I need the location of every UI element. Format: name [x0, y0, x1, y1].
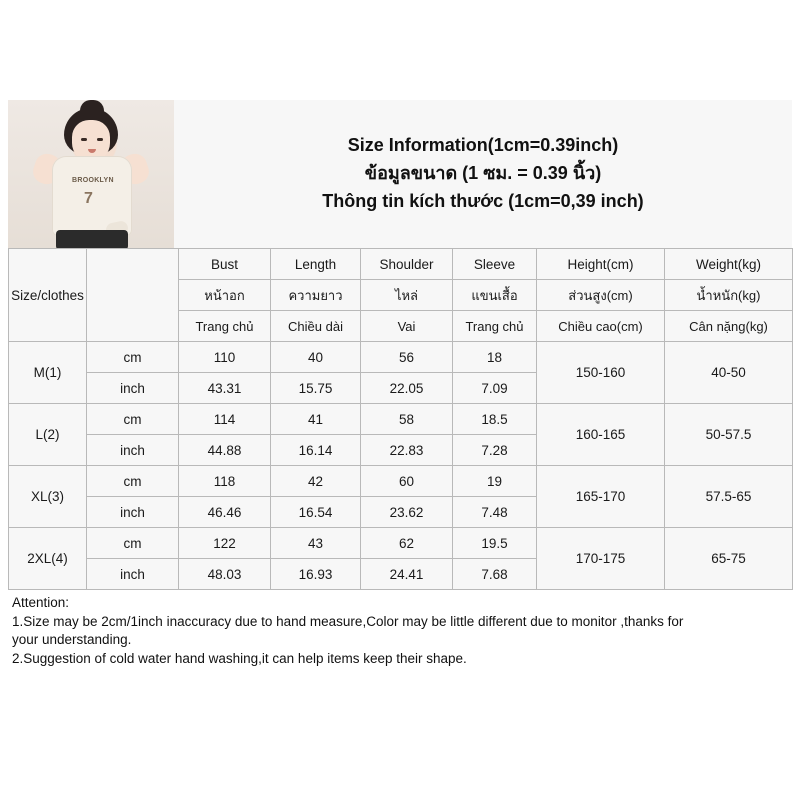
cell-bust-cm: 114: [179, 404, 271, 435]
cell-sleeve-cm: 18.5: [453, 404, 537, 435]
row-unit-cm: cm: [87, 404, 179, 435]
model-eye-right: [97, 138, 103, 141]
header-bust-th: หน้าอก: [179, 280, 271, 311]
row-size-xl: XL(3): [9, 466, 87, 528]
cell-bust-inch: 48.03: [179, 559, 271, 590]
row-unit-inch: inch: [87, 497, 179, 528]
cell-weight: 65-75: [665, 528, 793, 590]
attention-line-2: your understanding.: [12, 632, 132, 647]
attention-title: Attention:: [12, 595, 70, 610]
cell-bust-inch: 44.88: [179, 435, 271, 466]
cell-length-cm: 43: [271, 528, 361, 559]
header-shoulder-en: Shoulder: [361, 249, 453, 280]
header-length-en: Length: [271, 249, 361, 280]
model-hair-bun: [80, 100, 104, 116]
header-height-th: ส่วนสูง(cm): [537, 280, 665, 311]
header-weight-th: น้ำหนัก(kg): [665, 280, 793, 311]
header-shoulder-th: ไหล่: [361, 280, 453, 311]
title-line-th: ข้อมูลขนาด (1 ซม. = 0.39 นิ้ว): [364, 163, 602, 183]
size-table: [8, 248, 793, 590]
header-shoulder-vi: Vai: [361, 311, 453, 342]
table-row: [9, 528, 793, 559]
cell-weight: 40-50: [665, 342, 793, 404]
tshirt-print-text: BROOKLYN: [72, 177, 114, 184]
row-unit-cm: cm: [87, 528, 179, 559]
header-height-en: Height(cm): [537, 249, 665, 280]
header-size-clothes: Size/clothes: [9, 249, 87, 342]
cell-height: 170-175: [537, 528, 665, 590]
cell-shoulder-inch: 23.62: [361, 497, 453, 528]
model-skirt: [56, 230, 128, 248]
header-height-vi: Chiều cao(cm): [537, 311, 665, 342]
cell-weight: 57.5-65: [665, 466, 793, 528]
header-length-th: ความยาว: [271, 280, 361, 311]
cell-sleeve-inch: 7.68: [453, 559, 537, 590]
product-photo-image: [8, 100, 174, 248]
row-size-m: M(1): [9, 342, 87, 404]
row-unit-inch: inch: [87, 373, 179, 404]
header-sleeve-en: Sleeve: [453, 249, 537, 280]
attention-line-1: 1.Size may be 2cm/1inch inaccuracy due to hand measure,Color may be little different due to monitor ,thanks for: [12, 613, 684, 629]
model-eye-left: [81, 138, 87, 141]
header-length-vi: Chiều dài: [271, 311, 361, 342]
cell-bust-cm: 122: [179, 528, 271, 559]
cell-length-cm: 40: [271, 342, 361, 373]
cell-length-inch: 15.75: [271, 373, 361, 404]
table-header-row-en: [9, 249, 793, 280]
header-bust-en: Bust: [179, 249, 271, 280]
header-weight-en: Weight(kg): [665, 249, 793, 280]
cell-shoulder-cm: 62: [361, 528, 453, 559]
cell-shoulder-inch: 22.83: [361, 435, 453, 466]
cell-sleeve-inch: 7.09: [453, 373, 537, 404]
cell-weight: 50-57.5: [665, 404, 793, 466]
header-band: [8, 100, 792, 248]
table-row: [9, 466, 793, 497]
table-row: [9, 342, 793, 373]
cell-shoulder-inch: 22.05: [361, 373, 453, 404]
row-unit-cm: cm: [87, 466, 179, 497]
row-size-2xl: 2XL(4): [9, 528, 87, 590]
cell-sleeve-inch: 7.28: [453, 435, 537, 466]
row-unit-inch: inch: [87, 435, 179, 466]
title-line-vi: Thông tin kích thước (1cm=0,39 inch): [322, 191, 644, 211]
table-row: [9, 404, 793, 435]
cell-shoulder-inch: 24.41: [361, 559, 453, 590]
cell-sleeve-cm: 19: [453, 466, 537, 497]
cell-shoulder-cm: 56: [361, 342, 453, 373]
cell-height: 165-170: [537, 466, 665, 528]
row-unit-cm: cm: [87, 342, 179, 373]
header-sleeve-th: แขนเสื้อ: [453, 280, 537, 311]
cell-sleeve-cm: 18: [453, 342, 537, 373]
cell-height: 150-160: [537, 342, 665, 404]
cell-length-inch: 16.93: [271, 559, 361, 590]
cell-sleeve-cm: 19.5: [453, 528, 537, 559]
title-line-en: Size Information(1cm=0.39inch): [347, 135, 619, 155]
cell-length-inch: 16.14: [271, 435, 361, 466]
title-block: [174, 100, 792, 248]
attention-block: [8, 590, 792, 674]
row-unit-inch: inch: [87, 559, 179, 590]
size-chart-sheet: [8, 100, 792, 674]
cell-sleeve-inch: 7.48: [453, 497, 537, 528]
cell-bust-inch: 46.46: [179, 497, 271, 528]
cell-bust-inch: 43.31: [179, 373, 271, 404]
cell-length-cm: 42: [271, 466, 361, 497]
header-weight-vi: Cân nặng(kg): [665, 311, 793, 342]
cell-bust-cm: 110: [179, 342, 271, 373]
attention-line-3: 2.Suggestion of cold water hand washing,it can help items keep their shape.: [12, 650, 467, 666]
cell-shoulder-cm: 58: [361, 404, 453, 435]
cell-height: 160-165: [537, 404, 665, 466]
cell-length-inch: 16.54: [271, 497, 361, 528]
product-photo: [8, 100, 174, 248]
tshirt-print-number: 7: [84, 190, 93, 207]
cell-shoulder-cm: 60: [361, 466, 453, 497]
header-sleeve-vi: Trang chủ: [453, 311, 537, 342]
cell-bust-cm: 118: [179, 466, 271, 497]
header-unit-spacer: [87, 249, 179, 342]
cell-length-cm: 41: [271, 404, 361, 435]
row-size-l: L(2): [9, 404, 87, 466]
header-bust-vi: Trang chủ: [179, 311, 271, 342]
